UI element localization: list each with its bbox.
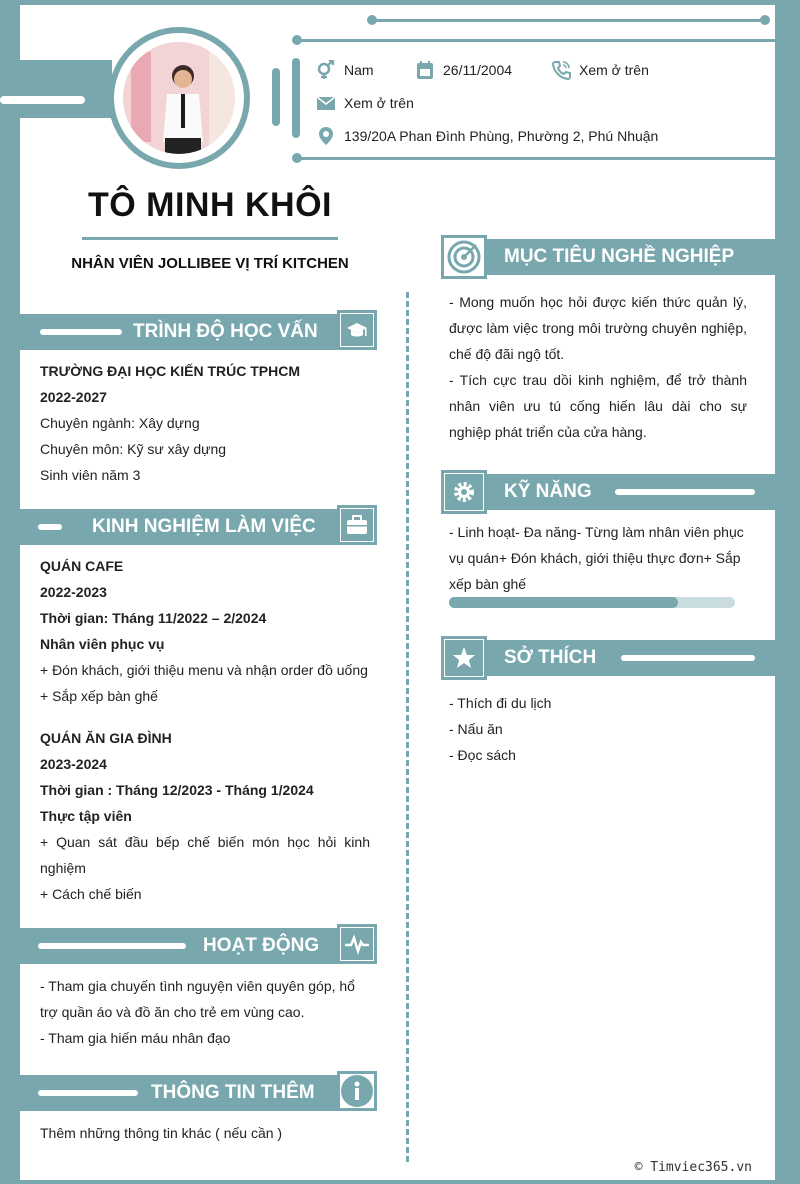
header-left-band (0, 60, 112, 118)
objective-content (449, 289, 747, 445)
skills-header (487, 474, 775, 510)
education-content (40, 358, 380, 488)
header-line-lower (297, 157, 775, 160)
graduation-cap-icon (345, 318, 369, 342)
info-icon (340, 1074, 374, 1108)
extra-title: THÔNG TIN THÊM (151, 1082, 315, 1103)
activity-item: - Tham gia hiến máu nhân đạo (40, 1030, 231, 1046)
avatar-photo-icon (123, 42, 235, 154)
hobbies-header (487, 640, 775, 676)
education-header (20, 314, 338, 350)
hobby-item: - Thích đi du lịch (449, 695, 552, 711)
experience-title: KINH NGHIỆM LÀM VIỆC (92, 516, 316, 537)
job-detail: + Cách chế biến (40, 886, 142, 902)
birthday-info (415, 60, 512, 80)
email-info (316, 93, 414, 113)
gender-info (316, 60, 374, 80)
job-period: Thời gian : Tháng 12/2023 - Tháng 1/2024 (40, 782, 314, 798)
job-period: Thời gian: Tháng 11/2022 – 2/2024 (40, 610, 267, 626)
job-role: Nhân viên phục vụ (40, 636, 165, 652)
job-years: 2022-2023 (40, 584, 107, 600)
header-dot (367, 15, 377, 25)
activities-content (40, 973, 373, 1051)
extra-icon-box (337, 1071, 377, 1111)
birthday-text: 26/11/2004 (443, 62, 513, 78)
education-school: TRƯỜNG ĐẠI HỌC KIẾN TRÚC TPHCM (40, 363, 300, 379)
gear-icon (451, 479, 477, 505)
job-role: Thực tập viên (40, 808, 132, 824)
objective-title: MỤC TIÊU NGHỀ NGHIỆP (504, 246, 735, 267)
education-major: Chuyên ngành: Xây dựng (40, 415, 200, 431)
education-years: 2022-2027 (40, 389, 107, 405)
job-detail: + Quan sát đầu bếp chế biến món học hỏi kinh nghiệm (40, 834, 370, 876)
skill-level-fill (449, 597, 678, 608)
skills-title: KỸ NĂNG (504, 481, 592, 502)
target-icon (447, 240, 481, 274)
star-icon (451, 645, 477, 671)
activity-item: - Tham gia chuyến tình nguyện viên quyên góp, hổ trợ quần áo và đồ ăn cho trẻ em vùng cao. (40, 978, 355, 1020)
header-stripe (621, 655, 755, 661)
job-years: 2023-2024 (40, 756, 107, 772)
header-left-stripe (0, 96, 85, 104)
education-status: Sinh viên năm 3 (40, 467, 141, 483)
header-pill (292, 58, 300, 138)
header-line-top (372, 19, 765, 22)
column-divider (406, 292, 409, 1162)
gender-icon (316, 60, 336, 80)
education-specialty: Chuyên môn: Kỹ sư xây dựng (40, 441, 227, 457)
header-stripe (40, 329, 122, 335)
address-text: 139/20A Phan Đình Phùng, Phường 2, Phú Nhuận (344, 128, 659, 144)
job-company: QUÁN ĂN GIA ĐÌNH (40, 730, 172, 746)
email-icon (316, 93, 336, 113)
experience-job-2 (40, 725, 370, 907)
footer-watermark: © Timviec365.vn (634, 1160, 752, 1175)
activities-header (20, 928, 338, 964)
header-stripe (38, 524, 62, 530)
skills-icon-box (441, 470, 487, 514)
experience-icon-box (337, 505, 377, 545)
candidate-name: TÔ MINH KHÔI (88, 186, 332, 224)
phone-icon (551, 60, 571, 80)
objective-header (487, 239, 775, 275)
avatar (123, 42, 235, 154)
calendar-icon (415, 60, 435, 80)
job-company: QUÁN CAFE (40, 558, 124, 574)
education-title: TRÌNH ĐỘ HỌC VẤN (133, 321, 318, 342)
job-detail: + Đón khách, giới thiệu menu và nhận order đồ uống (40, 662, 368, 678)
hobbies-content (449, 690, 749, 768)
job-detail: + Sắp xếp bàn ghế (40, 688, 158, 704)
header-stripe (38, 943, 186, 949)
activities-title: HOẠT ĐỘNG (203, 935, 320, 956)
header-stripe (615, 489, 755, 495)
experience-job-1 (40, 553, 370, 709)
heartbeat-icon (344, 932, 370, 956)
objective-icon-box (441, 235, 487, 279)
experience-header (20, 509, 338, 545)
header-dot (292, 35, 302, 45)
job-title: NHÂN VIÊN JOLLIBEE VỊ TRÍ KITCHEN (71, 255, 349, 272)
phone-info (551, 60, 649, 80)
location-pin-icon (316, 126, 336, 146)
extra-header (20, 1075, 338, 1111)
hobbies-title: SỞ THÍCH (504, 647, 597, 668)
header-line-upper (297, 39, 775, 42)
briefcase-icon (345, 513, 369, 537)
header-dot (292, 153, 302, 163)
name-underline (82, 237, 338, 240)
hobby-item: - Nấu ăn (449, 721, 503, 737)
extra-content: Thêm những thông tin khác ( nếu cần ) (40, 1125, 283, 1141)
address-info (316, 126, 658, 146)
hobby-item: - Đọc sách (449, 747, 516, 763)
gender-text: Nam (344, 62, 374, 78)
objective-item: - Mong muốn học hỏi được kiến thức quản lý, được làm việc trong môi trường chuyên nghiệp, chế độ đãi ngộ tốt. (449, 294, 747, 362)
activities-icon-box (337, 924, 377, 964)
header-dot (760, 15, 770, 25)
email-text: Xem ở trên (344, 95, 414, 111)
skills-content: - Linh hoạt- Đa năng- Từng làm nhân viên phục vụ quán+ Đón khách, giới thiệu thực đơn+ Sắp xếp bàn ghế (449, 524, 744, 592)
phone-text: Xem ở trên (579, 62, 649, 78)
education-icon-box (337, 310, 377, 350)
skill-level-bar (449, 597, 735, 608)
objective-item: - Tích cực trau dồi kinh nghiệm, để trở thành nhân viên ưu tú cống hiến lâu dài cho sự nghiệp phát triển của cửa hàng. (449, 372, 747, 440)
header-pill (272, 68, 280, 126)
header-stripe (38, 1090, 138, 1096)
hobbies-icon-box (441, 636, 487, 680)
